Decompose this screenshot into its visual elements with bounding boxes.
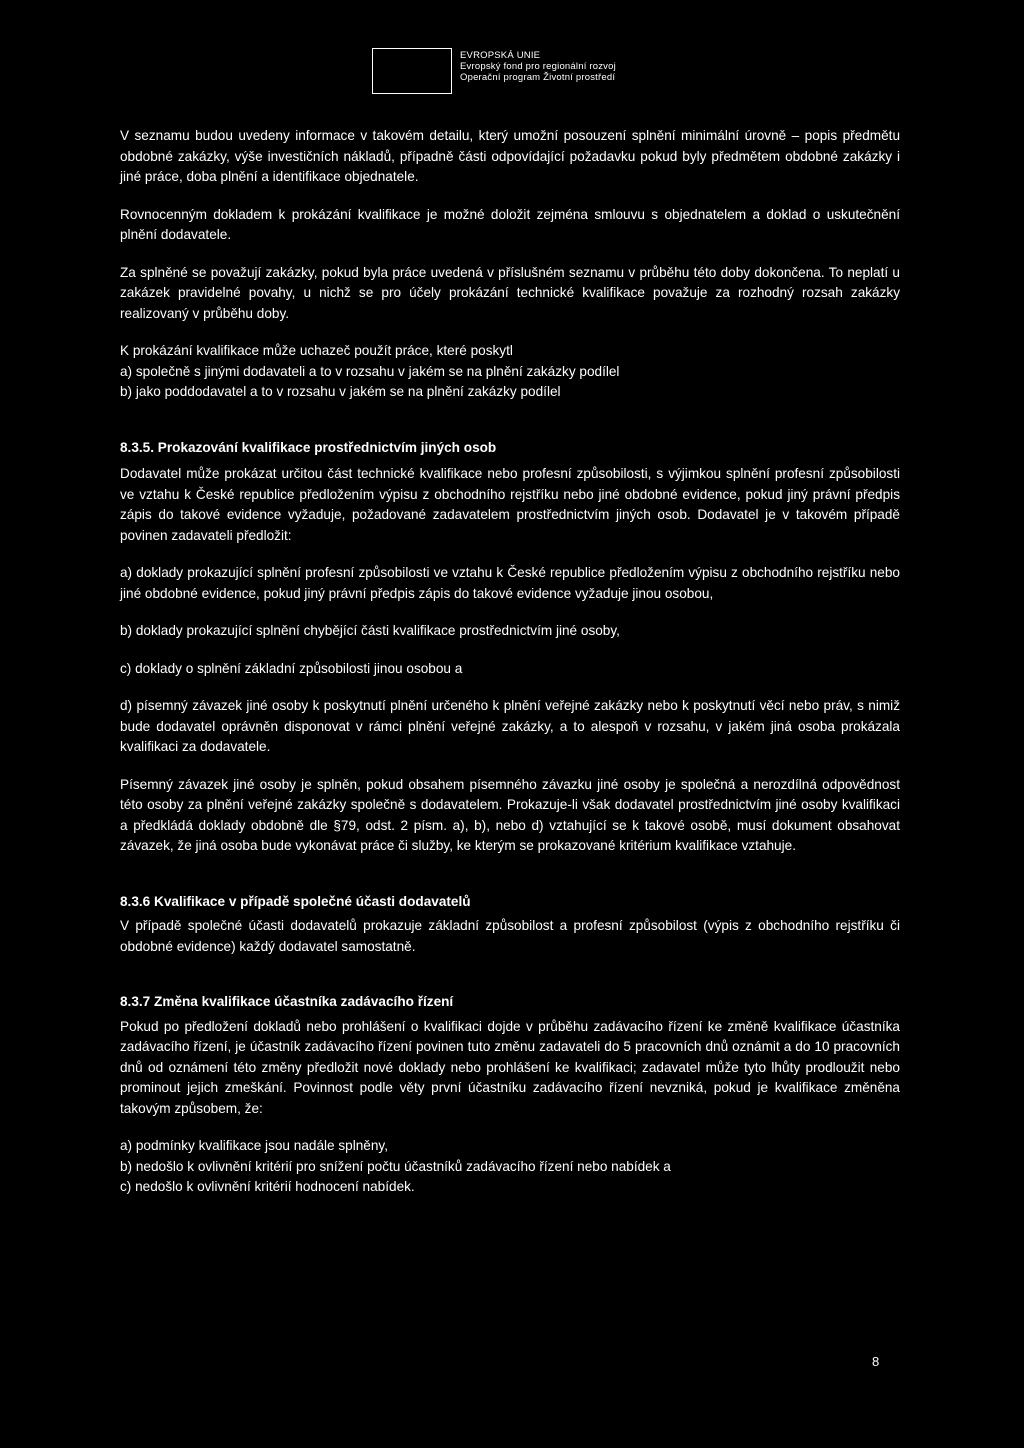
section-835-item-a: a) doklady prokazující splnění profesní způsobilosti ve vztahu k České republice předložením výpisu z obchodního rejstříku nebo jiné obdobné evidence, pokud jiný právní předpis zápis do takové evidence vyžaduje jinou osobou, bbox=[120, 565, 900, 601]
section-837-text: Pokud po předložení dokladů nebo prohlášení o kvalifikaci dojde v průběhu zadávacího řízení ke změně kvalifikace účastníka zadávacího řízení, je účastník zadávacího řízení povinen tuto změnu zadavateli do 5 pracovních dnů oznámit a do 10 pracovních dnů od oznámení této změny předložit nové doklady nebo prohlášení ke kvalifikaci; zadavatel může tyto lhůty prodloužit nebo prominout jejich zmeškání. Povinnost podle věty první účastníku zadávacího řízení nevzniká, pokud je kvalifikace změněna takovým způsobem, že: bbox=[120, 1018, 900, 1116]
section-heading-836: 8.3.6 Kvalifikace v případě společné účasti dodavatelů bbox=[120, 893, 471, 909]
eu-logo bbox=[372, 48, 452, 94]
section-heading-835: 8.3.5. Prokazování kvalifikace prostřednictvím jiných osob bbox=[120, 439, 497, 455]
section-835-written-commitment: Písemný závazek jiné osoby je splněn, pokud obsahem písemného závazku jiné osoby je společná a nerozdílná odpovědnost této osoby za plnění veřejné zakázky společně s dodavatelem. Prokazuje-li však dodavatel prostřednictvím jiné osoby kvalifikaci a předkládá doklady obdobně dle §79, odst. 2 písm. a), b), nebo d) vztahující se k takové osobě, musí dokument obsahovat závazek, že jiná osoba bude vykonávat práce či služby, ke kterým se prokazované kritérium kvalifikace vztahuje. bbox=[120, 776, 900, 853]
header-line-1: EVROPSKÁ UNIE bbox=[460, 50, 541, 61]
section-835-item-d: d) písemný závazek jiné osoby k poskytnutí plnění určeného k plnění veřejné zakázky nebo k poskytnutí věcí nebo práv, s nimiž bude dodavatel oprávněn disponovat v rámci plnění veřejné zakázky, a to alespoň v rozsahu, v jakém jiná osoba prokázala kvalifikaci za dodavatele. bbox=[120, 698, 900, 754]
document-body bbox=[120, 126, 900, 1198]
section-835-item-b: b) doklady prokazující splnění chybějící části kvalifikace prostřednictvím jiné osoby, bbox=[120, 623, 620, 638]
section-837-list-c: c) nedošlo k ovlivnění kritérií hodnocení nabídek. bbox=[120, 1179, 415, 1194]
paragraph-used-works-b: b) jako poddodavatel a to v rozsahu v jakém se na plnění zakázky podílel bbox=[120, 384, 561, 399]
eu-header bbox=[372, 48, 616, 94]
section-835-item-c: c) doklady o splnění základní způsobilosti jinou osobou a bbox=[120, 660, 463, 676]
paragraph-list-info: V seznamu budou uvedeny informace v takovém detailu, který umožní posouzení splnění minimální úrovně – popis předmětu obdobné zakázky, výše investičních nákladů, případně části odpovídající požadavku pokud byly předmětem obdobné zakázky i jiné práce, doba plnění a identifikace objednatele. bbox=[120, 128, 900, 184]
section-837-list-a: a) podmínky kvalifikace jsou nadále splněny, bbox=[120, 1138, 388, 1153]
header-line-2: Evropský fond pro regionální rozvoj bbox=[460, 61, 616, 72]
paragraph-used-works: K prokázání kvalifikace může uchazeč použít práce, které poskytl bbox=[120, 343, 513, 358]
section-835-intro: Dodavatel může prokázat určitou část technické kvalifikace nebo profesní způsobilosti, s výjimkou splnění profesní způsobilosti ve vztahu k České republice předložením výpisu z obchodního rejstříku nebo jiné obdobné evidence, pokud jiný právní předpis zápis do takové evidence vyžaduje, požadované zadavatelem prostřednictvím jiných osob. Dodavatel je v takovém případě povinen zadavateli předložit: bbox=[120, 466, 900, 543]
paragraph-completed-contracts: Za splněné se považují zakázky, pokud byla práce uvedená v příslušném seznamu v průběhu této doby dokončena. To neplatí u zakázek pravidelné povahy, u nichž se pro účely prokázání technické kvalifikace považuje za rozhodný rozsah zakázky realizovaný v průběhu doby. bbox=[120, 264, 900, 321]
paragraph-equivalent-proof: Rovnocenným dokladem k prokázání kvalifikace je možné doložit zejména smlouvu s objednatelem a doklad o uskutečnění plnění dodavatele. bbox=[120, 206, 900, 242]
section-836-text: V případě společné účasti dodavatelů prokazuje základní způsobilost a profesní způsobilost (výpis z obchodního rejstříku či obdobné evidence) každý dodavatel samostatně. bbox=[120, 918, 900, 954]
eu-header-text bbox=[460, 50, 616, 83]
header-line-3: Operační program Životní prostředí bbox=[460, 72, 616, 83]
section-837-list-b: b) nedošlo k ovlivnění kritérií pro snížení počtu účastníků zadávacího řízení nebo nabídek a bbox=[120, 1158, 671, 1174]
section-heading-837: 8.3.7 Změna kvalifikace účastníka zadávacího řízení bbox=[120, 994, 454, 1009]
paragraph-used-works-a: a) společně s jinými dodavateli a to v rozsahu v jakém se na plnění zakázky podílel bbox=[120, 363, 620, 379]
page-number: 8 bbox=[872, 1354, 880, 1369]
